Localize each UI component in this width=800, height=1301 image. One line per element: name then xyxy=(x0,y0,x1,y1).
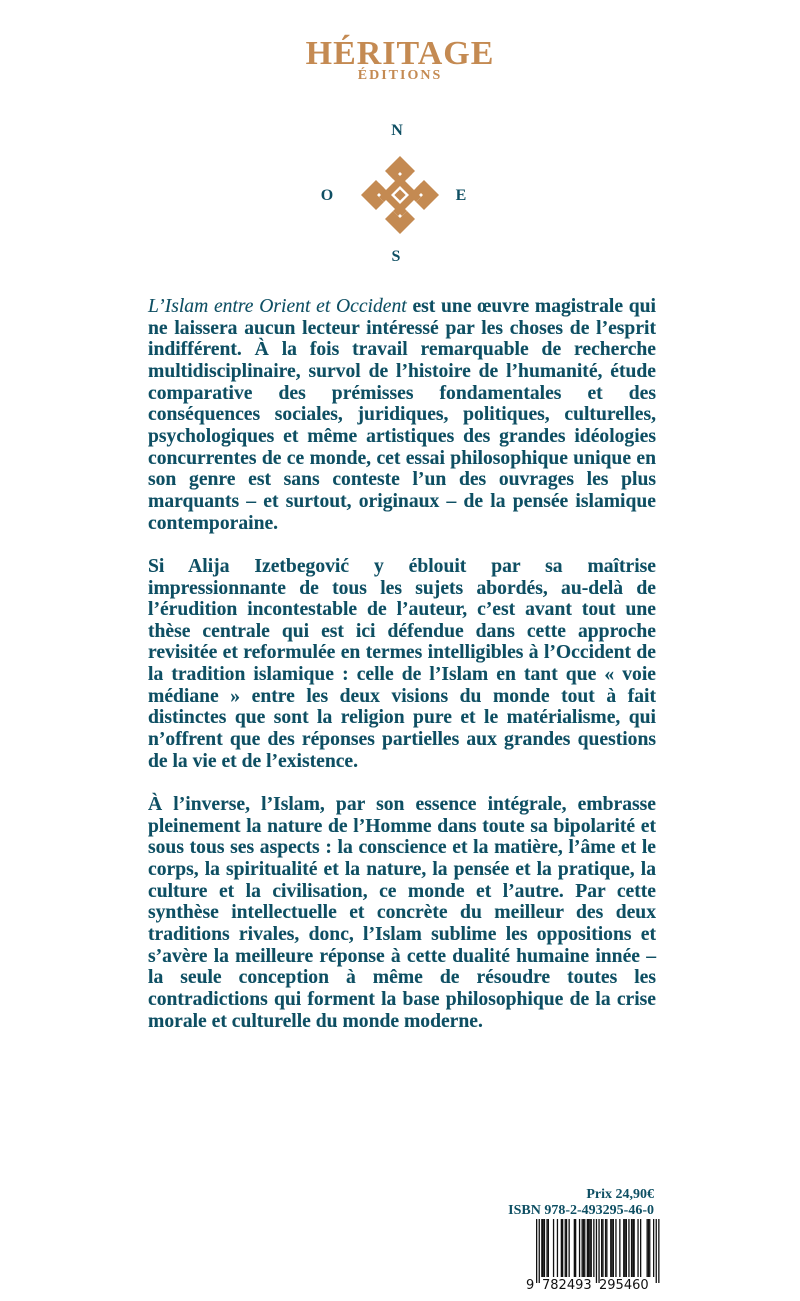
barcode-bar xyxy=(583,1219,584,1277)
barcode-bar xyxy=(543,1219,544,1277)
barcode-digits-right: 295460 xyxy=(599,1278,649,1291)
barcode-bar xyxy=(544,1219,545,1277)
barcode-digit-first: 9 xyxy=(526,1278,535,1291)
barcode-bar xyxy=(569,1219,570,1277)
publisher-logo-subname: ÉDITIONS xyxy=(357,68,443,83)
publisher-logo-name: HÉRITAGE xyxy=(305,35,495,72)
barcode-bar xyxy=(601,1219,602,1277)
blurb-paragraph-1-text: est une œuvre magistrale qui ne laissera aucun lecteur intéressé par les choses de l’esprit indifférent. À la fois travail remarquable de recherche multidisciplinaire, survol de l’histoire de l’humanité, étude comparative des prémisses fondamentales et des conséquences sociales, juridiques, politiques, culturelles, psychologiques et même artistiques des grandes idéologies concurrentes de ce monde, cet essai philosophique unique en son genre est sans conteste l’un des ouvrages les plus marquants – et surtout, originaux – de la pensée islamique contemporaine. xyxy=(148,296,656,534)
barcode-bar xyxy=(615,1219,616,1277)
barcode-bar xyxy=(640,1219,641,1277)
barcode-bar xyxy=(562,1219,563,1277)
barcode-bar xyxy=(602,1219,603,1277)
barcode-bar xyxy=(649,1219,650,1277)
isbn-label: ISBN 978-2-493295-46-0 xyxy=(508,1203,654,1218)
barcode-bar xyxy=(619,1219,620,1277)
barcode-bar xyxy=(634,1219,635,1277)
barcode-bar xyxy=(561,1219,562,1277)
barcode-bar xyxy=(536,1219,537,1283)
barcode-bar xyxy=(637,1219,638,1277)
barcode-bar xyxy=(575,1219,576,1277)
barcode-bar xyxy=(553,1219,554,1277)
barcode-bar xyxy=(548,1219,549,1277)
barcode-bar xyxy=(589,1219,590,1277)
price-label: Prix 24,90€ xyxy=(586,1187,654,1202)
compass-south: S xyxy=(391,248,401,265)
barcode-bar xyxy=(613,1219,614,1277)
barcode-bar xyxy=(596,1219,597,1283)
blurb-paragraph-2: Si Alija Izetbegović y éblouit par sa maîtrise impressionnante de tous les sujets abordés, au-delà de l’érudition incontestable de l’auteur, c’est avant tout une thèse centrale qui est ici défendue dans cette approche revisitée et reformulée en termes intelligibles à l’Occident de la tradition islamique : celle de l’Islam en tant que « voie médiane » entre les deux visions du monde tout à fait distinctes que sont la religion pure et le matérialisme, qui n’offrent que des réponses partielles aux grandes questions de la vie et de l’existence. xyxy=(148,555,656,772)
isbn-barcode xyxy=(526,1219,660,1291)
barcode-bar xyxy=(623,1219,624,1277)
blurb-paragraph-3: À l’inverse, l’Islam, par son essence intégrale, embrasse pleinement la nature de l’Homme dans toute sa bipolarité et sous tous ses aspects : la conscience et la matière, l’âme et le corps, la spiritualité et la nature, la pensée et la pratique, la culture et la civilisation, ce monde et l’autre. Par cette synthèse intellectuelle et concrète du meilleur des deux traditions rivales, donc, l’Islam sublime les oppositions et s’avère la meilleure réponse à cette dualité humaine innée – la seule conception à même de résoudre toutes les contradictions qui forment la base philosophique de la crise morale et culturelle du monde moderne. xyxy=(148,794,656,1032)
barcode-bar xyxy=(539,1219,540,1283)
barcode-bar xyxy=(566,1219,567,1277)
barcode-bar xyxy=(610,1219,611,1277)
barcode-bar xyxy=(579,1219,580,1277)
barcode-bar xyxy=(632,1219,633,1277)
compass-west: O xyxy=(320,187,334,204)
barcode-bar xyxy=(593,1219,594,1277)
barcode-bar xyxy=(584,1219,585,1277)
barcode-bar xyxy=(557,1219,558,1277)
barcode-bar xyxy=(653,1219,654,1277)
barcode-bar xyxy=(656,1219,657,1283)
barcode-bar xyxy=(658,1219,659,1283)
barcode-bar xyxy=(628,1219,629,1277)
back-cover-blurb xyxy=(148,296,656,1054)
barcode-bar xyxy=(546,1219,547,1277)
barcode-bar xyxy=(574,1219,575,1277)
barcode-bar xyxy=(605,1219,606,1277)
compass-north: N xyxy=(391,122,403,139)
barcode-bar xyxy=(565,1219,566,1277)
barcode-bar xyxy=(591,1219,592,1277)
book-title-italic: L’Islam entre Orient et Occident xyxy=(148,296,407,317)
barcode-bar xyxy=(606,1219,607,1277)
barcode-bar xyxy=(647,1219,648,1277)
barcode-digits-left: 782493 xyxy=(542,1278,592,1291)
compass-east: E xyxy=(455,187,467,204)
barcode-bar xyxy=(588,1219,589,1277)
barcode-bar xyxy=(582,1219,583,1277)
barcode-bar xyxy=(598,1219,599,1283)
barcode-bar xyxy=(541,1219,542,1277)
barcode-bar xyxy=(648,1219,649,1277)
blurb-paragraph-1 xyxy=(148,296,656,534)
barcode-bar xyxy=(624,1219,625,1277)
knot-emblem-icon xyxy=(355,150,445,240)
barcode-bar xyxy=(611,1219,612,1277)
barcode-bar xyxy=(587,1219,588,1277)
barcode-bar xyxy=(626,1219,627,1277)
barcode-bar xyxy=(631,1219,632,1277)
